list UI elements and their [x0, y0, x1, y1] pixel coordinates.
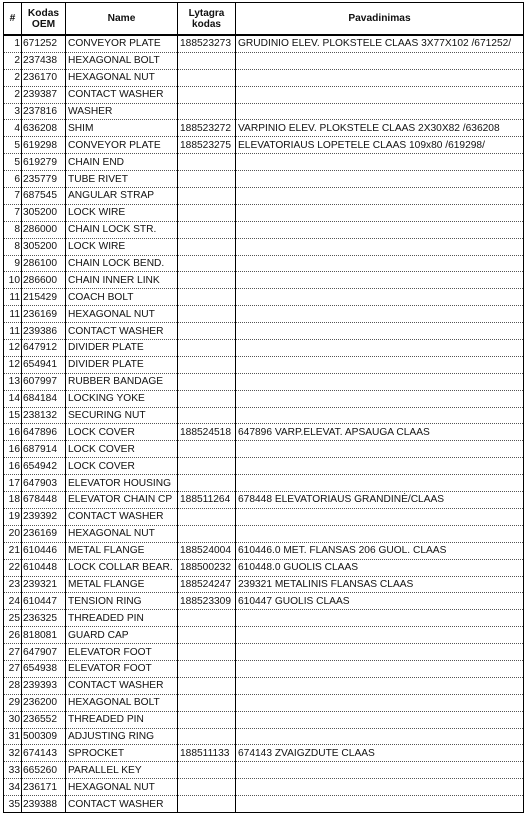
cell-num: 28	[4, 677, 22, 694]
cell-name: PARALLEL KEY	[66, 762, 178, 779]
cell-pavadinimas	[236, 289, 524, 306]
cell-pavadinimas: 610448.0 GUOLIS CLAAS	[236, 559, 524, 576]
table-row	[4, 255, 524, 272]
cell-lytagra-kodas	[178, 356, 236, 373]
cell-num: 15	[4, 407, 22, 424]
cell-kodas-oem: 678448	[22, 492, 66, 509]
cell-num: 31	[4, 728, 22, 745]
cell-name: CHAIN LOCK BEND.	[66, 255, 178, 272]
cell-kodas-oem: 665260	[22, 762, 66, 779]
table-row	[4, 204, 524, 221]
cell-pavadinimas	[236, 154, 524, 171]
cell-pavadinimas: GRUDINIO ELEV. PLOKSTELE CLAAS 3X77X102 /671252/	[236, 35, 524, 52]
header-name: Name	[66, 3, 178, 36]
cell-name: ADJUSTING RING	[66, 728, 178, 745]
table-row	[4, 52, 524, 69]
table-row	[4, 306, 524, 323]
cell-lytagra-kodas	[178, 238, 236, 255]
cell-pavadinimas	[236, 323, 524, 340]
cell-lytagra-kodas	[178, 154, 236, 171]
cell-lytagra-kodas: 188511133	[178, 745, 236, 762]
cell-num: 3	[4, 103, 22, 120]
cell-num: 7	[4, 204, 22, 221]
cell-kodas-oem: 239393	[22, 677, 66, 694]
table-row	[4, 677, 524, 694]
cell-num: 16	[4, 458, 22, 475]
cell-pavadinimas	[236, 221, 524, 238]
cell-lytagra-kodas	[178, 677, 236, 694]
cell-num: 23	[4, 576, 22, 593]
cell-kodas-oem: 236552	[22, 711, 66, 728]
cell-pavadinimas	[236, 306, 524, 323]
cell-lytagra-kodas: 188524004	[178, 542, 236, 559]
cell-kodas-oem: 239387	[22, 86, 66, 103]
cell-kodas-oem: 671252	[22, 35, 66, 52]
cell-num: 16	[4, 424, 22, 441]
cell-num: 2	[4, 69, 22, 86]
cell-num: 18	[4, 492, 22, 509]
cell-num: 20	[4, 525, 22, 542]
cell-num: 32	[4, 745, 22, 762]
cell-lytagra-kodas	[178, 610, 236, 627]
cell-lytagra-kodas	[178, 779, 236, 796]
cell-pavadinimas	[236, 779, 524, 796]
cell-pavadinimas	[236, 255, 524, 272]
table-row	[4, 644, 524, 661]
table-row	[4, 508, 524, 525]
cell-num: 8	[4, 238, 22, 255]
cell-name: COACH BOLT	[66, 289, 178, 306]
cell-pavadinimas	[236, 475, 524, 492]
cell-name: DIVIDER PLATE	[66, 356, 178, 373]
table-row	[4, 272, 524, 289]
cell-pavadinimas	[236, 796, 524, 813]
cell-name: HEXAGONAL NUT	[66, 69, 178, 86]
table-row	[4, 441, 524, 458]
cell-kodas-oem: 236169	[22, 525, 66, 542]
cell-name: CONVEYOR PLATE	[66, 35, 178, 52]
table-row	[4, 86, 524, 103]
cell-pavadinimas	[236, 762, 524, 779]
cell-num: 6	[4, 171, 22, 188]
cell-name: CONTACT WASHER	[66, 677, 178, 694]
cell-pavadinimas: VARPINIO ELEV. PLOKSTELE CLAAS 2X30X82 /636208	[236, 120, 524, 137]
cell-num: 21	[4, 542, 22, 559]
cell-kodas-oem: 239388	[22, 796, 66, 813]
cell-name: ELEVATOR FOOT	[66, 660, 178, 677]
cell-name: DIVIDER PLATE	[66, 340, 178, 357]
cell-pavadinimas	[236, 188, 524, 205]
header-lytagra-kodas: Lytagra kodas	[178, 3, 236, 36]
table-row	[4, 711, 524, 728]
table-row	[4, 559, 524, 576]
cell-kodas-oem: 647907	[22, 644, 66, 661]
cell-num: 4	[4, 120, 22, 137]
cell-lytagra-kodas	[178, 694, 236, 711]
table-row	[4, 796, 524, 813]
cell-kodas-oem: 607997	[22, 373, 66, 390]
cell-pavadinimas	[236, 694, 524, 711]
table-row	[4, 542, 524, 559]
table-row	[4, 458, 524, 475]
cell-name: CONTACT WASHER	[66, 508, 178, 525]
cell-name: RUBBER BANDAGE	[66, 373, 178, 390]
cell-name: TUBE RIVET	[66, 171, 178, 188]
cell-num: 27	[4, 660, 22, 677]
cell-lytagra-kodas	[178, 644, 236, 661]
cell-pavadinimas	[236, 86, 524, 103]
cell-kodas-oem: 238132	[22, 407, 66, 424]
cell-kodas-oem: 239392	[22, 508, 66, 525]
cell-lytagra-kodas	[178, 728, 236, 745]
cell-kodas-oem: 684184	[22, 390, 66, 407]
cell-name: LOCK WIRE	[66, 238, 178, 255]
cell-kodas-oem: 236170	[22, 69, 66, 86]
parts-table	[3, 2, 524, 813]
cell-name: HEXAGONAL NUT	[66, 525, 178, 542]
cell-pavadinimas	[236, 660, 524, 677]
cell-name: CHAIN LOCK STR.	[66, 221, 178, 238]
table-row	[4, 69, 524, 86]
cell-kodas-oem: 674143	[22, 745, 66, 762]
cell-lytagra-kodas: 188524518	[178, 424, 236, 441]
table-row	[4, 340, 524, 357]
cell-pavadinimas: ELEVATORIAUS LOPETELE CLAAS 109x80 /619298/	[236, 137, 524, 154]
table-row	[4, 35, 524, 52]
cell-kodas-oem: 647896	[22, 424, 66, 441]
cell-kodas-oem: 619298	[22, 137, 66, 154]
table-row	[4, 238, 524, 255]
cell-name: WASHER	[66, 103, 178, 120]
cell-name: HEXAGONAL NUT	[66, 306, 178, 323]
cell-lytagra-kodas	[178, 796, 236, 813]
table-row	[4, 289, 524, 306]
cell-pavadinimas	[236, 171, 524, 188]
cell-lytagra-kodas	[178, 475, 236, 492]
header-row	[4, 3, 524, 36]
cell-pavadinimas	[236, 728, 524, 745]
cell-pavadinimas	[236, 272, 524, 289]
cell-kodas-oem: 305200	[22, 204, 66, 221]
cell-kodas-oem: 687914	[22, 441, 66, 458]
table-row	[4, 660, 524, 677]
parts-table-container	[3, 2, 524, 813]
cell-pavadinimas	[236, 390, 524, 407]
cell-pavadinimas	[236, 356, 524, 373]
cell-name: LOCK WIRE	[66, 204, 178, 221]
cell-lytagra-kodas	[178, 255, 236, 272]
cell-pavadinimas	[236, 238, 524, 255]
cell-name: THREADED PIN	[66, 711, 178, 728]
cell-name: HEXAGONAL BOLT	[66, 52, 178, 69]
cell-pavadinimas: 610446.0 MET. FLANSAS 206 GUOL. CLAAS	[236, 542, 524, 559]
cell-lytagra-kodas	[178, 373, 236, 390]
table-row	[4, 356, 524, 373]
table-row	[4, 373, 524, 390]
cell-name: GUARD CAP	[66, 627, 178, 644]
cell-pavadinimas: 239321 METALINIS FLANSAS CLAAS	[236, 576, 524, 593]
cell-kodas-oem: 647903	[22, 475, 66, 492]
cell-pavadinimas: 647896 VARP.ELEVAT. APSAUGA CLAAS	[236, 424, 524, 441]
cell-kodas-oem: 239321	[22, 576, 66, 593]
table-row	[4, 728, 524, 745]
cell-pavadinimas	[236, 644, 524, 661]
cell-kodas-oem: 654941	[22, 356, 66, 373]
cell-num: 24	[4, 593, 22, 610]
header-kodas-oem: Kodas OEM	[22, 3, 66, 36]
cell-lytagra-kodas	[178, 204, 236, 221]
cell-num: 29	[4, 694, 22, 711]
cell-name: CHAIN END	[66, 154, 178, 171]
cell-kodas-oem: 237438	[22, 52, 66, 69]
cell-lytagra-kodas	[178, 306, 236, 323]
cell-kodas-oem: 305200	[22, 238, 66, 255]
cell-pavadinimas: 678448 ELEVATORIAUS GRANDINĖ/CLAAS	[236, 492, 524, 509]
table-row	[4, 424, 524, 441]
table-header	[4, 3, 524, 36]
table-row	[4, 779, 524, 796]
cell-lytagra-kodas: 188500232	[178, 559, 236, 576]
cell-num: 7	[4, 188, 22, 205]
table-row	[4, 221, 524, 238]
cell-num: 5	[4, 154, 22, 171]
cell-pavadinimas	[236, 52, 524, 69]
cell-name: CONVEYOR PLATE	[66, 137, 178, 154]
cell-lytagra-kodas	[178, 525, 236, 542]
cell-lytagra-kodas	[178, 390, 236, 407]
cell-kodas-oem: 286100	[22, 255, 66, 272]
cell-name: METAL FLANGE	[66, 542, 178, 559]
cell-name: ELEVATOR CHAIN CP	[66, 492, 178, 509]
cell-num: 5	[4, 137, 22, 154]
cell-name: ANGULAR STRAP	[66, 188, 178, 205]
cell-num: 9	[4, 255, 22, 272]
cell-lytagra-kodas	[178, 407, 236, 424]
table-body	[4, 35, 524, 812]
cell-lytagra-kodas	[178, 69, 236, 86]
cell-kodas-oem: 215429	[22, 289, 66, 306]
table-row	[4, 103, 524, 120]
cell-num: 14	[4, 390, 22, 407]
cell-lytagra-kodas: 188523273	[178, 35, 236, 52]
cell-name: LOCK COVER	[66, 441, 178, 458]
cell-num: 11	[4, 289, 22, 306]
cell-kodas-oem: 619279	[22, 154, 66, 171]
cell-kodas-oem: 687545	[22, 188, 66, 205]
cell-num: 13	[4, 373, 22, 390]
cell-num: 33	[4, 762, 22, 779]
table-row	[4, 525, 524, 542]
cell-lytagra-kodas	[178, 340, 236, 357]
cell-num: 11	[4, 323, 22, 340]
cell-name: THREADED PIN	[66, 610, 178, 627]
cell-lytagra-kodas	[178, 221, 236, 238]
cell-pavadinimas: 674143 ZVAIGZDUTE CLAAS	[236, 745, 524, 762]
cell-lytagra-kodas: 188523275	[178, 137, 236, 154]
cell-pavadinimas	[236, 407, 524, 424]
table-row	[4, 137, 524, 154]
table-row	[4, 745, 524, 762]
cell-lytagra-kodas	[178, 458, 236, 475]
table-row	[4, 492, 524, 509]
cell-num: 10	[4, 272, 22, 289]
cell-pavadinimas	[236, 508, 524, 525]
cell-pavadinimas	[236, 525, 524, 542]
cell-kodas-oem: 610448	[22, 559, 66, 576]
cell-num: 16	[4, 441, 22, 458]
table-row	[4, 120, 524, 137]
cell-lytagra-kodas	[178, 171, 236, 188]
cell-lytagra-kodas	[178, 711, 236, 728]
cell-lytagra-kodas: 188524247	[178, 576, 236, 593]
cell-lytagra-kodas	[178, 272, 236, 289]
cell-num: 12	[4, 356, 22, 373]
cell-name: SHIM	[66, 120, 178, 137]
cell-name: LOCKING YOKE	[66, 390, 178, 407]
cell-num: 22	[4, 559, 22, 576]
header-num: #	[4, 3, 22, 36]
cell-lytagra-kodas: 188511264	[178, 492, 236, 509]
table-row	[4, 154, 524, 171]
cell-pavadinimas	[236, 458, 524, 475]
cell-name: ELEVATOR HOUSING	[66, 475, 178, 492]
cell-pavadinimas	[236, 711, 524, 728]
table-row	[4, 323, 524, 340]
cell-lytagra-kodas	[178, 660, 236, 677]
cell-kodas-oem: 239386	[22, 323, 66, 340]
cell-lytagra-kodas	[178, 762, 236, 779]
cell-num: 17	[4, 475, 22, 492]
cell-name: SECURING NUT	[66, 407, 178, 424]
cell-name: ELEVATOR FOOT	[66, 644, 178, 661]
cell-kodas-oem: 500309	[22, 728, 66, 745]
cell-lytagra-kodas	[178, 627, 236, 644]
table-row	[4, 762, 524, 779]
cell-name: HEXAGONAL BOLT	[66, 694, 178, 711]
cell-lytagra-kodas	[178, 86, 236, 103]
cell-pavadinimas: 610447 GUOLIS CLAAS	[236, 593, 524, 610]
cell-num: 11	[4, 306, 22, 323]
cell-pavadinimas	[236, 627, 524, 644]
cell-name: CONTACT WASHER	[66, 796, 178, 813]
cell-num: 8	[4, 221, 22, 238]
cell-kodas-oem: 236200	[22, 694, 66, 711]
cell-kodas-oem: 636208	[22, 120, 66, 137]
cell-kodas-oem: 654938	[22, 660, 66, 677]
table-row	[4, 407, 524, 424]
cell-lytagra-kodas	[178, 52, 236, 69]
cell-name: LOCK COLLAR BEAR.	[66, 559, 178, 576]
table-row	[4, 576, 524, 593]
cell-num: 2	[4, 52, 22, 69]
cell-lytagra-kodas: 188523309	[178, 593, 236, 610]
cell-name: CONTACT WASHER	[66, 86, 178, 103]
cell-num: 35	[4, 796, 22, 813]
cell-pavadinimas	[236, 610, 524, 627]
cell-name: CONTACT WASHER	[66, 323, 178, 340]
cell-lytagra-kodas	[178, 103, 236, 120]
cell-lytagra-kodas	[178, 188, 236, 205]
cell-kodas-oem: 235779	[22, 171, 66, 188]
cell-kodas-oem: 236171	[22, 779, 66, 796]
cell-pavadinimas	[236, 441, 524, 458]
cell-lytagra-kodas	[178, 441, 236, 458]
cell-kodas-oem: 610446	[22, 542, 66, 559]
cell-pavadinimas	[236, 677, 524, 694]
cell-name: CHAIN INNER LINK	[66, 272, 178, 289]
cell-kodas-oem: 236169	[22, 306, 66, 323]
cell-name: HEXAGONAL NUT	[66, 779, 178, 796]
cell-lytagra-kodas	[178, 508, 236, 525]
cell-num: 19	[4, 508, 22, 525]
cell-name: METAL FLANGE	[66, 576, 178, 593]
cell-kodas-oem: 610447	[22, 593, 66, 610]
cell-num: 25	[4, 610, 22, 627]
cell-num: 26	[4, 627, 22, 644]
cell-kodas-oem: 654942	[22, 458, 66, 475]
cell-kodas-oem: 818081	[22, 627, 66, 644]
cell-kodas-oem: 236325	[22, 610, 66, 627]
cell-num: 1	[4, 35, 22, 52]
table-row	[4, 593, 524, 610]
cell-num: 30	[4, 711, 22, 728]
cell-lytagra-kodas	[178, 323, 236, 340]
cell-pavadinimas	[236, 204, 524, 221]
cell-name: SPROCKET	[66, 745, 178, 762]
table-row	[4, 171, 524, 188]
cell-name: TENSION RING	[66, 593, 178, 610]
cell-kodas-oem: 286600	[22, 272, 66, 289]
cell-num: 2	[4, 86, 22, 103]
table-row	[4, 188, 524, 205]
header-pavadinimas: Pavadinimas	[236, 3, 524, 36]
table-row	[4, 390, 524, 407]
cell-kodas-oem: 647912	[22, 340, 66, 357]
table-row	[4, 610, 524, 627]
cell-lytagra-kodas	[178, 289, 236, 306]
cell-kodas-oem: 286000	[22, 221, 66, 238]
table-row	[4, 694, 524, 711]
cell-pavadinimas	[236, 69, 524, 86]
cell-pavadinimas	[236, 373, 524, 390]
table-row	[4, 475, 524, 492]
cell-lytagra-kodas: 188523272	[178, 120, 236, 137]
cell-num: 27	[4, 644, 22, 661]
cell-pavadinimas	[236, 103, 524, 120]
cell-num: 12	[4, 340, 22, 357]
table-row	[4, 627, 524, 644]
cell-num: 34	[4, 779, 22, 796]
cell-pavadinimas	[236, 340, 524, 357]
cell-name: LOCK COVER	[66, 458, 178, 475]
cell-kodas-oem: 237816	[22, 103, 66, 120]
cell-name: LOCK COVER	[66, 424, 178, 441]
